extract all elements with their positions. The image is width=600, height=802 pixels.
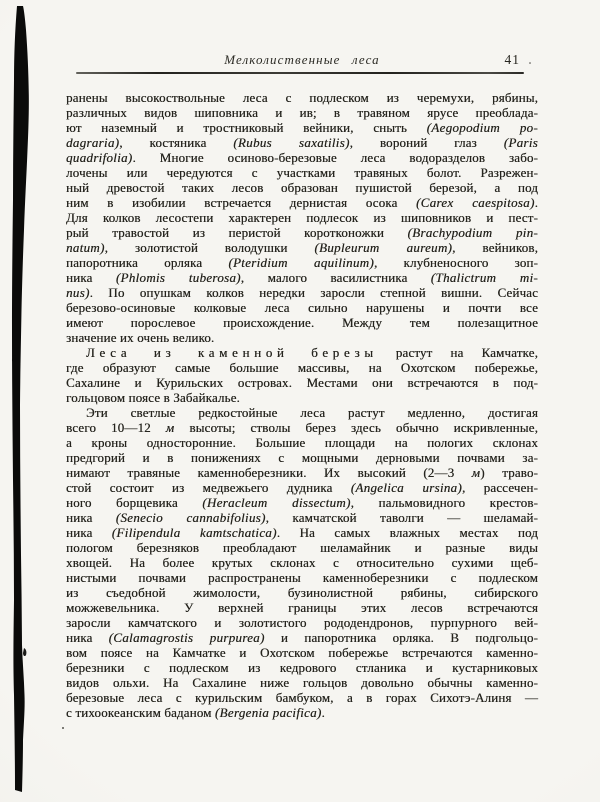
- latin-plant-name: м: [165, 420, 175, 435]
- latin-plant-name: (Thalictrum mi-: [430, 270, 538, 285]
- text-segment: березово-осиновые колковые леса сильно нарушены и почти все: [66, 300, 538, 315]
- text-segment: , костяника: [119, 135, 234, 150]
- text-line: [66, 240, 538, 255]
- text-line: [66, 705, 538, 720]
- text-line: [66, 495, 538, 510]
- page-header: [66, 52, 538, 70]
- text-segment: имеют порослевое происхождение. Между тем полезащитное: [66, 315, 538, 330]
- text-segment: значение их очень велико.: [66, 330, 215, 345]
- text-segment: Эти светлые редкостойные леса растут медленно, достигая: [86, 405, 538, 420]
- text-segment: стой состоит из медвежьего дудника: [66, 480, 351, 495]
- latin-plant-name: (Brachypodium pin-: [407, 225, 538, 240]
- text-line: [66, 90, 538, 105]
- text-segment: . На самых влажных местах под: [276, 525, 539, 540]
- text-line: [66, 570, 538, 585]
- text-line: [66, 255, 538, 270]
- text-line: [66, 390, 538, 405]
- latin-plant-name: (Heracleum dissectum): [202, 495, 351, 510]
- text-segment: . Многие осиново-березовые леса водоразделов забо-: [132, 150, 538, 165]
- text-line: [66, 555, 538, 570]
- text-line: [66, 450, 538, 465]
- text-line: [66, 150, 538, 165]
- text-segment: рый травостой из перистой коротконожки: [66, 225, 408, 240]
- text-line: [66, 660, 538, 675]
- text-line: [66, 630, 538, 645]
- latin-plant-name: (Rubus saxatilis): [233, 135, 350, 150]
- latin-plant-name: (Aegopodium po-: [426, 120, 538, 135]
- text-segment: и папоротника орляка. В подгольцо-: [264, 630, 539, 645]
- text-line: [66, 480, 538, 495]
- latin-plant-name: dagraria): [66, 135, 120, 150]
- paragraph: [66, 405, 538, 720]
- text-segment: Сахалине и Курильских островах. Местами они встречаются в под-: [66, 375, 538, 390]
- running-title: Мелколиственные леса: [224, 52, 380, 67]
- text-line: [66, 510, 538, 525]
- text-line: [66, 330, 538, 345]
- text-line: [66, 615, 538, 630]
- text-line: [66, 585, 538, 600]
- text-segment: , золотистой володушки: [104, 240, 315, 255]
- text-line: [66, 300, 538, 315]
- text-line: [66, 135, 538, 150]
- text-line: [66, 600, 538, 615]
- text-segment: заросли камчатского и золотистого рододендронов, пурпурного вей-: [66, 615, 538, 630]
- latin-plant-name: (Phlomis tuberosa): [115, 270, 241, 285]
- text-line: [66, 420, 538, 435]
- latin-plant-name: (Bupleurum aureum): [314, 240, 453, 255]
- latin-plant-name: natum): [66, 240, 105, 255]
- latin-plant-name: (Pteridium aquilinum): [228, 255, 374, 270]
- text-segment: , рассечен-: [461, 480, 538, 495]
- paragraph: [66, 90, 538, 345]
- text-line: [66, 285, 538, 300]
- text-segment: нистыми почвами распространены каменноберезники с подлеском: [66, 570, 538, 585]
- text-segment: предгорий и в понижениях с мощными дерновыми почвами за-: [66, 450, 538, 465]
- page-number: 41: [504, 52, 520, 67]
- text-segment: , камчатской таволги — шеламай-: [265, 510, 538, 525]
- latin-plant-name: (Paris: [503, 135, 539, 150]
- text-segment: можжевельника. У верхней границы этих лесов встречаются: [66, 600, 538, 615]
- text-segment: ника: [66, 525, 112, 540]
- latin-plant-name: (Carex caespitosa): [415, 195, 535, 210]
- text-line: [66, 345, 538, 360]
- latin-plant-name: nus): [66, 285, 90, 300]
- text-line: [66, 540, 538, 555]
- text-segment: ника: [66, 510, 116, 525]
- text-segment: различных видов шиповника и ив; в травяном ярусе преоблада-: [66, 105, 538, 120]
- text-segment: . По опушкам колков нередки заросли степной вишни. Сейчас: [89, 285, 538, 300]
- text-line: [66, 465, 538, 480]
- text-segment: березники с подлеском из кедрового стланика и кустарниковых: [66, 660, 538, 675]
- text-segment: из съедобной жимолости, бузинолистной рябины, сибирского: [66, 585, 538, 600]
- text-segment: высоты; стволы берез здесь обычно искривленные,: [174, 420, 538, 435]
- text-segment: растут на Камчатке,: [377, 345, 538, 360]
- text-segment: нимают травяные каменноберезники. Их высокий (2—3: [66, 465, 472, 480]
- text-line: [66, 120, 538, 135]
- text-segment: , клубненосного зоп-: [373, 255, 538, 270]
- text-segment: папоротника орляка: [66, 255, 229, 270]
- text-segment: Леса из каменной березы: [86, 345, 378, 360]
- latin-plant-name: (Calamagrostis purpurea): [108, 630, 265, 645]
- scan-speck: [62, 727, 64, 729]
- text-line: [66, 315, 538, 330]
- header-rule: [76, 72, 524, 74]
- text-line: [66, 375, 538, 390]
- text-line: [66, 435, 538, 450]
- text-segment: а кроны односторонние. Большие площади на пологих склонах: [66, 435, 538, 450]
- latin-plant-name: (Angelica ursina): [350, 480, 462, 495]
- text-segment: лочены или чередуются с участками травяных болот. Разрежен-: [66, 165, 538, 180]
- text-segment: ника: [66, 630, 109, 645]
- text-segment: где образуют самые большие массивы, на Охотском побережье,: [66, 360, 538, 375]
- binding-gutter-shadow: [0, 0, 60, 802]
- text-line: [66, 195, 538, 210]
- latin-plant-name: м: [471, 465, 481, 480]
- text-segment: .: [321, 705, 325, 720]
- text-line: [66, 525, 538, 540]
- text-segment: с тихоокеанским баданом: [66, 705, 215, 720]
- paragraph: [66, 345, 538, 405]
- text-line: [66, 360, 538, 375]
- text-line: [66, 165, 538, 180]
- text-segment: , пальмовидного крестов-: [350, 495, 538, 510]
- text-line: [66, 270, 538, 285]
- text-segment: вом поясе на Камчатке и Охотском побережье встречаются каменно-: [66, 645, 538, 660]
- text-segment: .: [534, 195, 538, 210]
- text-segment: ника: [66, 270, 116, 285]
- text-segment: Для колков лесостепи характерен подлесок из шиповников и пест-: [66, 210, 538, 225]
- latin-plant-name: quadrifolia): [66, 150, 133, 165]
- text-line: [66, 180, 538, 195]
- body-text: [66, 90, 538, 720]
- text-line: [66, 105, 538, 120]
- latin-plant-name: (Bergenia pacifica): [214, 705, 322, 720]
- text-segment: ним в изобилии встречается дернистая осока: [66, 195, 416, 210]
- text-segment: ют наземный и тростниковый вейники, сныть: [66, 120, 427, 135]
- text-line: [66, 645, 538, 660]
- text-segment: гольцовом поясе в Забайкалье.: [66, 390, 240, 405]
- text-segment: , вейников,: [452, 240, 538, 255]
- text-segment: ) траво-: [480, 465, 538, 480]
- text-segment: , вороний глаз: [349, 135, 504, 150]
- latin-plant-name: (Senecio cannabifolius): [115, 510, 266, 525]
- text-line: [66, 405, 538, 420]
- text-segment: ный древостой таких лесов образован пушистой березой, а под: [66, 180, 538, 195]
- text-segment: , малого василистника: [240, 270, 431, 285]
- text-line: [66, 675, 538, 690]
- text-segment: пологом березняков преобладают шеламайник и разные виды: [66, 540, 538, 555]
- latin-plant-name: (Filipendula kamtschatica): [111, 525, 277, 540]
- text-segment: хвощей. На более крутых склонах с относительно сухими щеб-: [66, 555, 538, 570]
- text-segment: всего 10—12: [66, 420, 166, 435]
- text-line: [66, 690, 538, 705]
- text-segment: ного борщевика: [66, 495, 203, 510]
- text-segment: березовые леса с курильским бамбуком, а в горах Сихотэ-Алиня —: [66, 690, 538, 705]
- text-segment: видов ольхи. На Сахалине ниже гольцов довольно обычны каменно-: [66, 675, 538, 690]
- text-segment: ранены высокоствольные леса с подлеском из черемухи, рябины,: [66, 90, 538, 105]
- text-line: [66, 225, 538, 240]
- text-line: [66, 210, 538, 225]
